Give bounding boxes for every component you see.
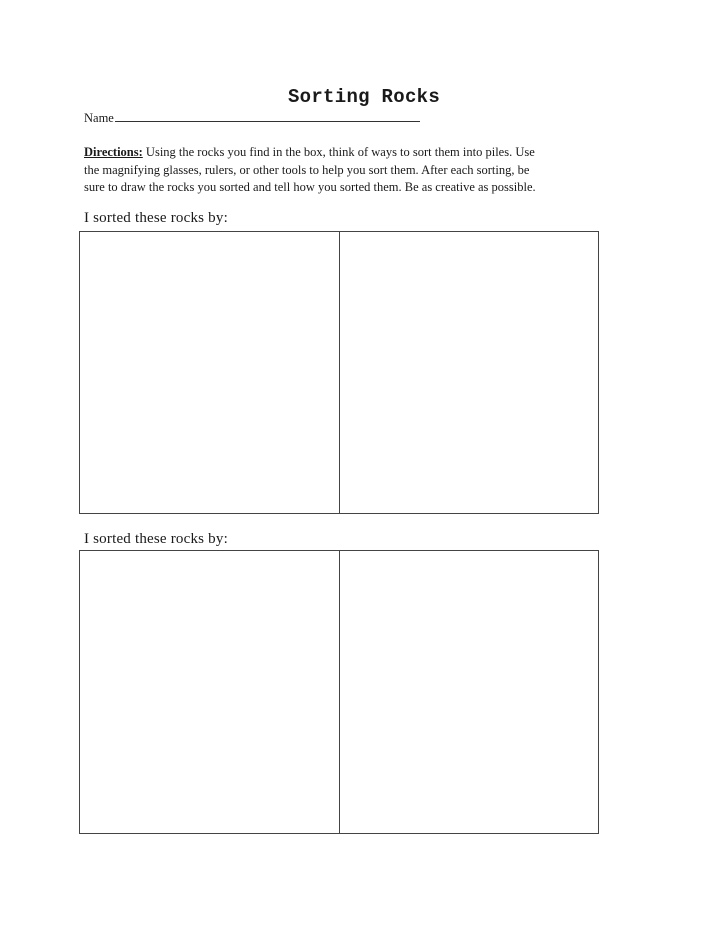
drawing-cell-1-left[interactable] bbox=[80, 232, 340, 513]
directions-line-2: the magnifying glasses, rulers, or other tools to help you sort them. After each sorting, be bbox=[84, 162, 530, 177]
sort-label-1: I sorted these rocks by: bbox=[84, 210, 228, 226]
name-label: Name bbox=[84, 111, 114, 125]
directions-line-3: sure to draw the rocks you sorted and tell how you sorted them. Be as creative as possible. bbox=[84, 180, 536, 194]
sort-box-1 bbox=[79, 231, 599, 514]
directions-label: Directions: bbox=[84, 145, 143, 159]
drawing-cell-2-right[interactable] bbox=[340, 551, 599, 833]
directions-line-1: Using the rocks you find in the box, think of ways to sort them into piles. Use bbox=[142, 145, 535, 159]
name-blank-line[interactable] bbox=[115, 110, 420, 122]
directions-text bbox=[84, 144, 644, 197]
name-field bbox=[84, 110, 420, 126]
drawing-cell-2-left[interactable] bbox=[80, 551, 340, 833]
sort-box-2 bbox=[79, 550, 599, 834]
sort-label-2: I sorted these rocks by: bbox=[84, 531, 228, 547]
drawing-cell-1-right[interactable] bbox=[340, 232, 599, 513]
worksheet-title: Sorting Rocks bbox=[287, 86, 441, 108]
